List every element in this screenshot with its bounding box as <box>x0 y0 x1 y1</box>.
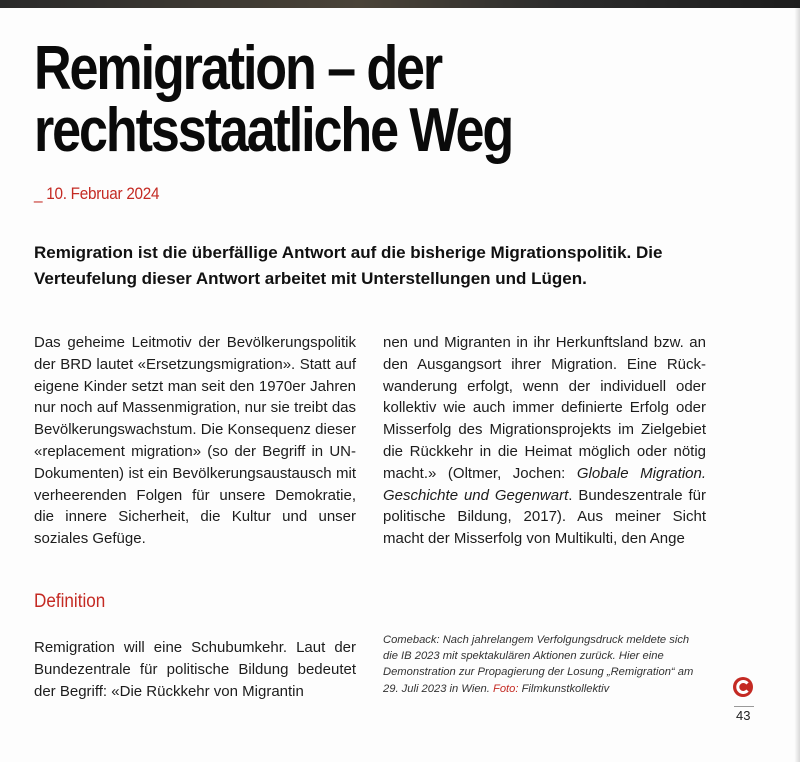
body-column-1-continued <box>34 637 356 702</box>
body-column-1 <box>34 332 356 550</box>
article-date: _ 10. Februar 2024 <box>34 184 160 203</box>
body-column-2 <box>383 332 706 550</box>
book-title: Globale Migration. Geschichte und Gegenwart <box>383 464 707 504</box>
photo-caption <box>383 632 703 697</box>
body-paragraph-2: Remigration will eine Schubumkehr. Laut der Bundezentrale für politische Bildung bedeutet der Begriff: «Die Rückkehr von Migrantin <box>34 639 356 700</box>
body-paragraph-1: Das geheime Leitmotiv der Bevölkerungspolitik der BRD lautet «Ersetzungsmigration». Statt auf eigene Kinder setzt man seit den 1970er Jahren nur noch auf Massenmigration, nur sie treibt das Bevölkerungswachstum. Die Konsequenz dieser «replacement migration» (so der Begriff in UN-Dokumenten) ist ein Bevölkerungsaustausch mit verheerenden Folgen für unsere Demokratie, die innere Sicherheit, die Kultur und unser soziales Gefüge. <box>34 334 356 548</box>
caption-foto-credit: Filmkunstkollektiv <box>518 682 610 695</box>
title-line-2: rechtsstaatliche Weg <box>34 96 513 165</box>
page-edge-shadow <box>794 8 800 762</box>
section-heading-definition: Definition <box>34 591 106 612</box>
body-text-a: nen und Migranten in ihr Herkunftsland bzw. an den Ausgangsort ihrer Migration. Eine Rückwanderung erfolgt, wenn der individuell oder kollektiv wie auch immer definierte Erfolg oder Misserfolg des Migrationsprojekts im Zielgebiet die Rückkehr in die Heimat möglich oder nötig macht.» (Oltmer, Jochen: <box>383 334 706 482</box>
body-paragraph-3 <box>383 332 706 550</box>
body-text-b: . Bundeszentrale für politische Bildung, 2017). Aus meiner Sicht macht der Misserfolg von Multikulti, den Ange <box>383 486 706 548</box>
caption-foto-label: Foto: <box>492 682 519 695</box>
magazine-logo-icon <box>732 676 754 698</box>
article-title <box>34 34 639 165</box>
caption-text: Comeback: Nach jahrelangem Verfolgungsdruck meldete sich die IB 2023 mit spektakulären Aktionen zurück. Hier eine Demonstration zur Propagierung der Losung „Remigration“ am 29. Juli 2023 in Wien. <box>383 634 694 695</box>
page-number-rule <box>734 706 754 707</box>
title-line-1: Remigration – der <box>34 34 442 103</box>
top-photo-edge <box>0 0 800 8</box>
article-lead: Remigration ist die überfällige Antwort auf die bisherige Migrationspolitik. Die Verteufelung dieser Antwort arbeitet mit Unterstellungen und Lügen. <box>34 243 663 288</box>
page-number: 43 <box>736 708 751 723</box>
